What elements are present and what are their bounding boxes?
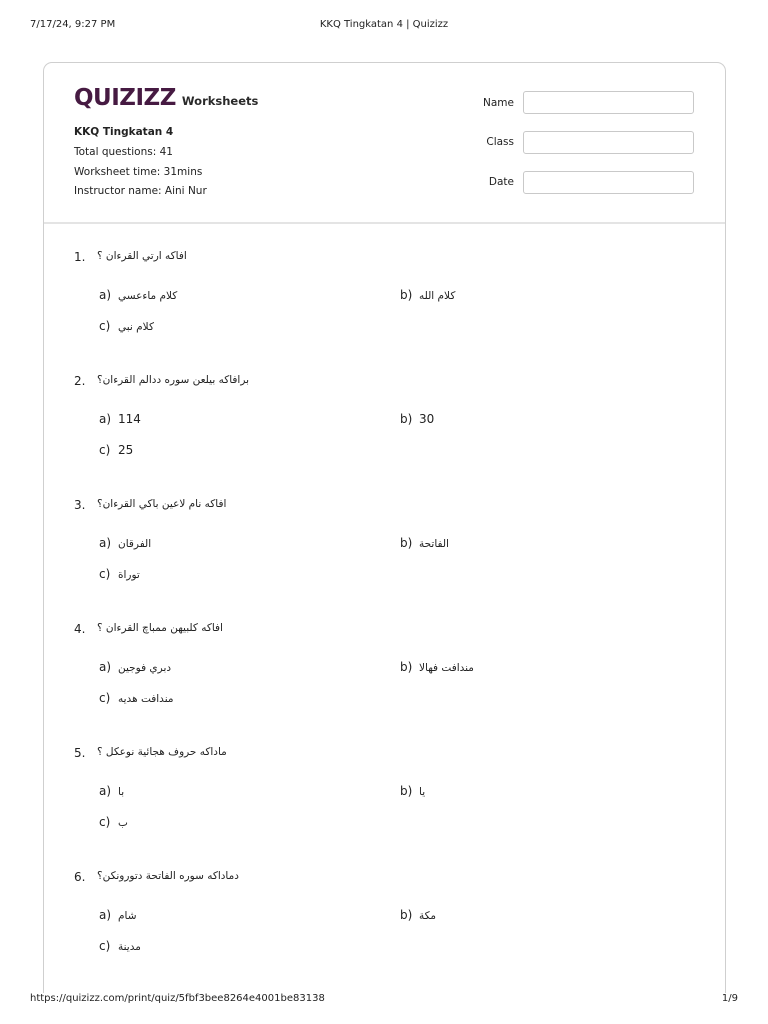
worksheet-time: Worksheet time: 31mins bbox=[74, 166, 203, 178]
question-text: ماداكه حروف هجائية نوعكل ؟ bbox=[97, 746, 227, 758]
option-a bbox=[99, 660, 171, 674]
option-b bbox=[400, 908, 436, 922]
print-footer bbox=[30, 993, 738, 1007]
option-value: توراة bbox=[118, 569, 140, 581]
question-text: افاكه كلبيهن ممباچ القرءان ؟ bbox=[97, 622, 223, 634]
date-field[interactable] bbox=[523, 171, 694, 194]
option-c bbox=[99, 443, 133, 457]
option-c bbox=[99, 939, 141, 953]
question-number: 4. bbox=[74, 622, 86, 636]
worksheet-card bbox=[43, 62, 726, 993]
option-a bbox=[99, 536, 151, 550]
option-letter: b) bbox=[400, 784, 413, 798]
option-c bbox=[99, 691, 174, 705]
question-5 bbox=[44, 746, 725, 856]
page-number: 1/9 bbox=[721, 993, 738, 1004]
option-value: 25 bbox=[118, 443, 134, 457]
option-value: دبري فوجين bbox=[118, 662, 172, 674]
option-letter: b) bbox=[400, 536, 413, 550]
option-letter: a) bbox=[99, 288, 112, 302]
logo-wordmark: QUIZIZZ bbox=[74, 85, 176, 111]
option-value: 114 bbox=[118, 412, 141, 426]
question-text: دماداكه سوره الفاتحة دتورونكن؟ bbox=[97, 870, 239, 882]
question-4 bbox=[44, 622, 725, 732]
option-value: الفاتحة bbox=[419, 538, 449, 550]
option-value: كلام الله bbox=[419, 290, 456, 302]
option-a bbox=[99, 412, 141, 426]
option-value: مكة bbox=[419, 910, 437, 922]
option-c bbox=[99, 815, 128, 829]
option-letter: c) bbox=[99, 939, 111, 953]
option-letter: c) bbox=[99, 567, 111, 581]
quizizz-logo bbox=[74, 85, 258, 111]
option-value: با bbox=[118, 786, 125, 798]
quiz-title: KKQ Tingkatan 4 bbox=[74, 126, 174, 138]
option-b bbox=[400, 660, 474, 674]
question-text: افاكه نام لاعين باكي القرءان؟ bbox=[97, 498, 227, 510]
logo-product-label: Worksheets bbox=[181, 94, 259, 108]
option-letter: b) bbox=[400, 908, 413, 922]
instructor-name: Instructor name: Aini Nur bbox=[74, 185, 207, 197]
question-number: 1. bbox=[74, 250, 86, 264]
option-value: يا bbox=[419, 786, 426, 798]
option-value: شام bbox=[118, 910, 137, 922]
option-value: كلام نبي bbox=[118, 321, 154, 333]
option-letter: a) bbox=[99, 784, 112, 798]
option-letter: b) bbox=[400, 660, 413, 674]
question-text: افاكه ارتي القرءان ؟ bbox=[97, 250, 187, 262]
option-letter: a) bbox=[99, 536, 112, 550]
name-field[interactable] bbox=[523, 91, 694, 114]
option-letter: c) bbox=[99, 815, 111, 829]
option-c bbox=[99, 567, 140, 581]
option-value: 30 bbox=[419, 412, 435, 426]
print-document-title: KKQ Tingkatan 4 | Quizizz bbox=[319, 19, 449, 30]
option-letter: c) bbox=[99, 319, 111, 333]
option-a bbox=[99, 908, 137, 922]
option-value: مندافت فهالا bbox=[419, 662, 474, 674]
option-b bbox=[400, 536, 449, 550]
print-header bbox=[30, 19, 738, 33]
worksheet-header bbox=[44, 63, 725, 224]
date-label: Date bbox=[488, 176, 514, 188]
option-value: مندافت هديه bbox=[118, 693, 174, 705]
question-1 bbox=[44, 250, 725, 360]
option-letter: a) bbox=[99, 660, 112, 674]
option-letter: b) bbox=[400, 412, 413, 426]
class-label: Class bbox=[486, 136, 514, 148]
question-number: 2. bbox=[74, 374, 86, 388]
question-text: برافاكه بيلعن سوره ددالم القرءان؟ bbox=[97, 374, 250, 386]
option-b bbox=[400, 288, 455, 302]
print-datetime: 7/17/24, 9:27 PM bbox=[30, 19, 116, 30]
question-2 bbox=[44, 374, 725, 484]
option-letter: a) bbox=[99, 908, 112, 922]
option-b bbox=[400, 784, 425, 798]
class-field[interactable] bbox=[523, 131, 694, 154]
option-a bbox=[99, 784, 124, 798]
name-label: Name bbox=[483, 97, 514, 109]
option-value: كلام ماءعسي bbox=[118, 290, 178, 302]
option-value: ب bbox=[118, 817, 128, 829]
question-3 bbox=[44, 498, 725, 608]
option-letter: c) bbox=[99, 691, 111, 705]
option-value: مدينة bbox=[118, 941, 141, 953]
option-letter: a) bbox=[99, 412, 112, 426]
print-url: https://quizizz.com/print/quiz/5fbf3bee8264e4001be83138 bbox=[30, 993, 325, 1004]
option-letter: c) bbox=[99, 443, 111, 457]
option-a bbox=[99, 288, 177, 302]
total-questions: Total questions: 41 bbox=[74, 146, 173, 158]
question-6 bbox=[44, 870, 725, 980]
question-number: 3. bbox=[74, 498, 86, 512]
option-c bbox=[99, 319, 154, 333]
option-value: الفرقان bbox=[118, 538, 152, 550]
option-letter: b) bbox=[400, 288, 413, 302]
question-number: 5. bbox=[74, 746, 86, 760]
option-b bbox=[400, 412, 434, 426]
question-number: 6. bbox=[74, 870, 86, 884]
